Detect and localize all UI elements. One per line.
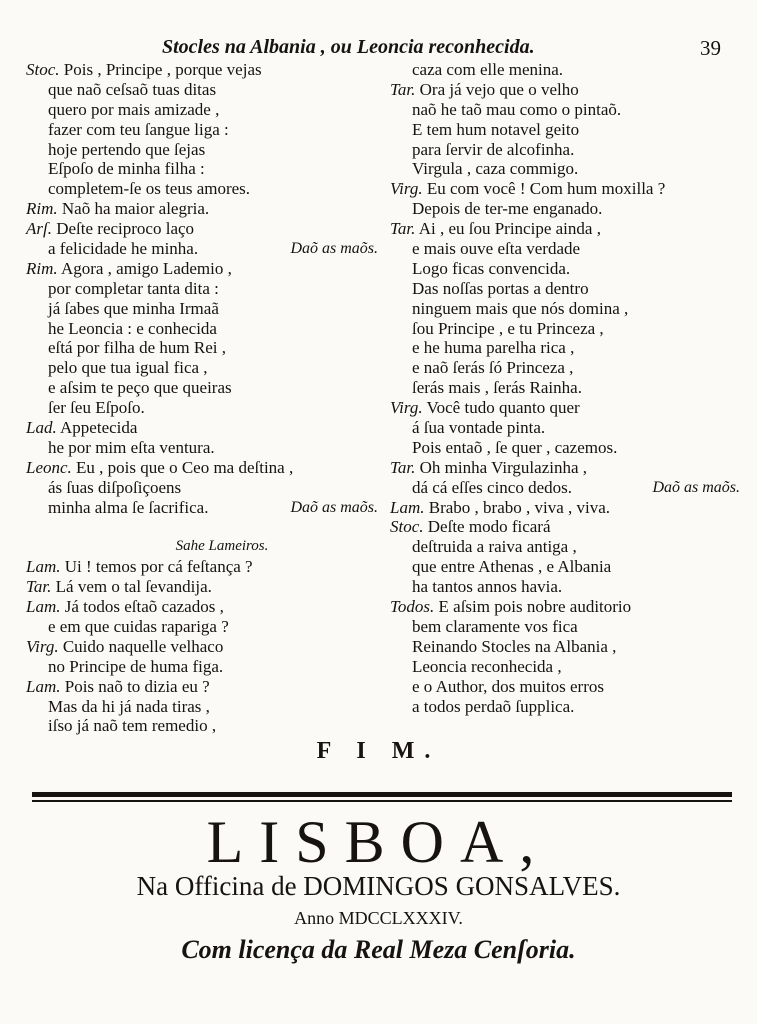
verse-text: Você tudo quanto quer: [426, 398, 580, 418]
verse-text: deſtruida a raiva antiga ,: [412, 537, 577, 557]
verse-text: Ai , eu ſou Principe ainda ,: [418, 219, 601, 239]
verse-text: Virgula , caza commigo.: [412, 159, 579, 179]
verse-line: [390, 398, 740, 418]
speaker-name: Rim.: [26, 199, 58, 219]
verse-line: [26, 60, 378, 80]
imprint-printer: Na Officina de DOMINGOS GONSALVES.: [136, 871, 621, 901]
verse-line: [390, 60, 740, 80]
speaker-name: Stoc.: [390, 517, 424, 537]
verse-text: minha alma ſe ſacrifica.: [48, 497, 209, 517]
verse-line: [26, 279, 378, 299]
verse-line: [26, 716, 378, 736]
imprint-licence: Com licença da Real Meza Cenſoria.: [181, 935, 576, 964]
verse-line: [390, 239, 740, 259]
verse-line: [390, 199, 740, 219]
imprint-city: LISBOA,: [206, 809, 551, 875]
stage-direction: Daõ as maõs.: [290, 498, 378, 516]
verse-line: [390, 458, 740, 478]
verse-line: [390, 577, 740, 597]
verse-text: Eu , pois que o Ceo ma deſtina ,: [76, 457, 294, 477]
verse-text: Eſpoſo de minha filha :: [48, 159, 205, 179]
verse-text: Ora já vejo que o velho: [419, 79, 579, 99]
verse-text: e em que cuidas rapariga ?: [48, 616, 229, 636]
verse-line: [390, 140, 740, 160]
page-number: 39: [700, 36, 721, 60]
verse-line: [26, 80, 378, 100]
verse-text: E aſsim pois nobre auditorio: [438, 597, 632, 617]
verse-text: Mas da hi já nada tiras ,: [48, 696, 210, 716]
verse-line: [26, 259, 378, 279]
verse-line: [390, 338, 740, 358]
verse-line: [26, 219, 378, 239]
speaker-name: Stoc.: [26, 60, 60, 79]
speaker-name: Tar.: [390, 219, 416, 239]
verse-text: naõ he taõ mau como o pintaõ.: [412, 99, 622, 119]
verse-line: [390, 279, 740, 299]
running-title: Stocles na Albania , ou Leoncia reconhecida.: [162, 36, 535, 58]
verse-text: he Leoncia : e conhecida: [48, 318, 217, 338]
speaker-name: Arſ.: [26, 219, 52, 239]
verse-line: [26, 458, 378, 478]
verse-line: [390, 637, 740, 657]
verse-text: bem claramente vos fica: [412, 616, 578, 636]
verse-text: e naõ ſerás ſó Princeza ,: [412, 358, 574, 378]
verse-text: Reinando Stocles na Albania ,: [412, 636, 617, 656]
verse-text: hoje pertendo que ſejas: [48, 139, 206, 159]
stage-direction: Daõ as maõs.: [652, 478, 740, 496]
verse-line: [390, 319, 740, 339]
speaker-name: Lam.: [390, 497, 425, 517]
verse-line: [26, 140, 378, 160]
speaker-name: Tar.: [26, 577, 52, 597]
verse-text: Oh minha Virgulazinha ,: [419, 457, 588, 477]
verse-text: já ſabes que minha Irmaã: [48, 298, 219, 318]
verse-text: dá cá eſſes cinco dedos.: [412, 477, 573, 497]
verse-text: Já todos eſtaõ cazados ,: [64, 597, 224, 617]
verse-text: para ſervir de alcofinha.: [412, 139, 575, 159]
verse-line: [390, 697, 740, 717]
verse-line: [26, 597, 378, 617]
verse-line: [26, 637, 378, 657]
verse-text: ſerás mais , ſerás Rainha.: [412, 378, 582, 398]
verse-line: [26, 557, 378, 577]
verse-line: [390, 159, 740, 179]
verse-text: Naõ ha maior alegria.: [61, 199, 210, 219]
speaker-name: Virg.: [26, 636, 59, 656]
verse-text: ás ſuas diſpoſiçoens: [48, 477, 182, 497]
verse-line: [390, 537, 740, 557]
verse-line: [26, 120, 378, 140]
verse-text: Cuido naquelle velhaco: [62, 636, 224, 656]
verse-line: [390, 259, 740, 279]
verse-text: completem-ſe os teus amores.: [48, 179, 251, 199]
verse-text: Pois , Principe , porque vejas: [63, 60, 262, 79]
verse-line: [26, 100, 378, 120]
verse-line: [390, 438, 740, 458]
verse-line: [390, 597, 740, 617]
verse-line: [26, 199, 378, 219]
speaker-name: Lad.: [26, 418, 57, 438]
verse-line: [26, 338, 378, 358]
verse-line: [390, 617, 740, 637]
verse-text: Lá vem o tal ſevandija.: [55, 577, 212, 597]
verse-line: [26, 498, 378, 518]
verse-line: [390, 418, 740, 438]
verse-line: [26, 697, 378, 717]
verse-text: Pois entaõ , ſe quer , cazemos.: [412, 437, 618, 457]
verse-text: que entre Athenas , e Albania: [412, 557, 612, 577]
verse-text: Agora , amigo Lademio ,: [60, 258, 232, 278]
verse-line: [390, 378, 740, 398]
verse-line: [26, 319, 378, 339]
speaker-name: Tar.: [390, 79, 416, 99]
verse-line: [26, 577, 378, 597]
verse-text: Pois naõ to dizia eu ?: [64, 676, 210, 696]
speaker-name: Lam.: [26, 676, 61, 696]
verse-line: [26, 378, 378, 398]
verse-text: e o Author, dos muitos erros: [412, 676, 604, 696]
verse-line: [390, 179, 740, 199]
verse-line: [390, 120, 740, 140]
verse-line: [390, 677, 740, 697]
verse-text: Deſte modo ficará: [427, 517, 551, 537]
verse-line: [390, 80, 740, 100]
speaker-name: Lam.: [26, 597, 61, 617]
verse-text: Brabo , brabo , viva , viva.: [428, 497, 611, 517]
verse-line: [26, 159, 378, 179]
verse-line: [390, 498, 740, 518]
verse-line: [390, 299, 740, 319]
verse-text: Eu com você ! Com hum moxilla ?: [426, 179, 666, 199]
verse-text: he por mim eſta ventura.: [48, 437, 215, 457]
verse-line: [26, 179, 378, 199]
verse-text: Deſte reciproco laço: [56, 219, 195, 239]
double-rule-divider: [32, 792, 732, 806]
verse-line: [390, 478, 740, 498]
verse-text: E tem hum notavel geito: [412, 119, 580, 139]
verse-line: [26, 677, 378, 697]
verse-text: ha tantos annos havia.: [412, 577, 563, 597]
speaker-name: Rim.: [26, 258, 58, 278]
verse-line: [26, 358, 378, 378]
speaker-name: Tar.: [390, 457, 416, 477]
verse-line: [26, 478, 378, 498]
speaker-name: Todos.: [390, 597, 435, 617]
verse-text: Das noſſas portas a dentro: [412, 278, 589, 298]
verse-line: [26, 418, 378, 438]
verse-text: e aſsim te peço que queiras: [48, 378, 232, 398]
verse-text: no Principe de huma figa.: [48, 656, 224, 676]
verse-text: Logo ficas convencida.: [412, 258, 571, 278]
verse-line: [26, 299, 378, 319]
verse-text: fazer com teu ſangue liga :: [48, 119, 229, 139]
left-column: [26, 60, 378, 736]
speaker-name: Lam.: [26, 557, 61, 577]
verse-text: Ui ! temos por cá feſtança ?: [64, 557, 253, 577]
stage-direction: Sahe Lameiros.: [175, 538, 269, 555]
verse-line: [390, 358, 740, 378]
verse-text: á ſua vontade pinta.: [412, 418, 546, 438]
verse-line: [390, 657, 740, 677]
verse-text: e mais ouve eſta verdade: [412, 239, 581, 259]
page-header: [0, 36, 757, 62]
verse-text: por completar tanta dita :: [48, 278, 219, 298]
verse-text: ſer ſeu Eſpoſo.: [48, 398, 145, 418]
verse-text: iſso já naõ tem remedio ,: [48, 716, 217, 736]
right-column: [390, 60, 740, 716]
speaker-name: Leonc.: [26, 457, 72, 477]
speaker-name: Virg.: [390, 398, 423, 418]
verse-text: ninguem mais que nós domina ,: [412, 298, 629, 318]
verse-text: que naõ ceſsaõ tuas ditas: [48, 79, 217, 99]
verse-text: a todos perdaõ ſupplica.: [412, 696, 575, 716]
verse-text: e he huma parelha rica ,: [412, 338, 575, 358]
blank-line: [26, 517, 378, 537]
verse-text: pelo que tua igual fica ,: [48, 358, 208, 378]
verse-text: eſtá por filha de hum Rei ,: [48, 338, 226, 358]
imprint-year: Anno MDCCLXXXIV.: [294, 908, 463, 928]
verse-text: caza com elle menina.: [412, 60, 564, 79]
verse-text: quero por mais amizade ,: [48, 99, 220, 119]
verse-text: Appetecida: [60, 418, 138, 438]
verse-text: Depois de ter-me enganado.: [412, 199, 603, 219]
verse-text: ſou Principe , e tu Princeza ,: [412, 318, 604, 338]
verse-line: [26, 398, 378, 418]
fim-heading: F I M.: [316, 738, 441, 764]
verse-line: [26, 438, 378, 458]
verse-line: [26, 239, 378, 259]
verse-line: [390, 219, 740, 239]
verse-text: Leoncia reconhecida ,: [412, 656, 562, 676]
verse-line: [390, 100, 740, 120]
verse-line: [26, 657, 378, 677]
verse-text: a felicidade he minha.: [48, 239, 199, 259]
verse-line: [26, 617, 378, 637]
speaker-name: Virg.: [390, 179, 423, 199]
stage-direction: Daõ as maõs.: [290, 240, 378, 258]
verse-line: [390, 557, 740, 577]
verse-line: [390, 517, 740, 537]
